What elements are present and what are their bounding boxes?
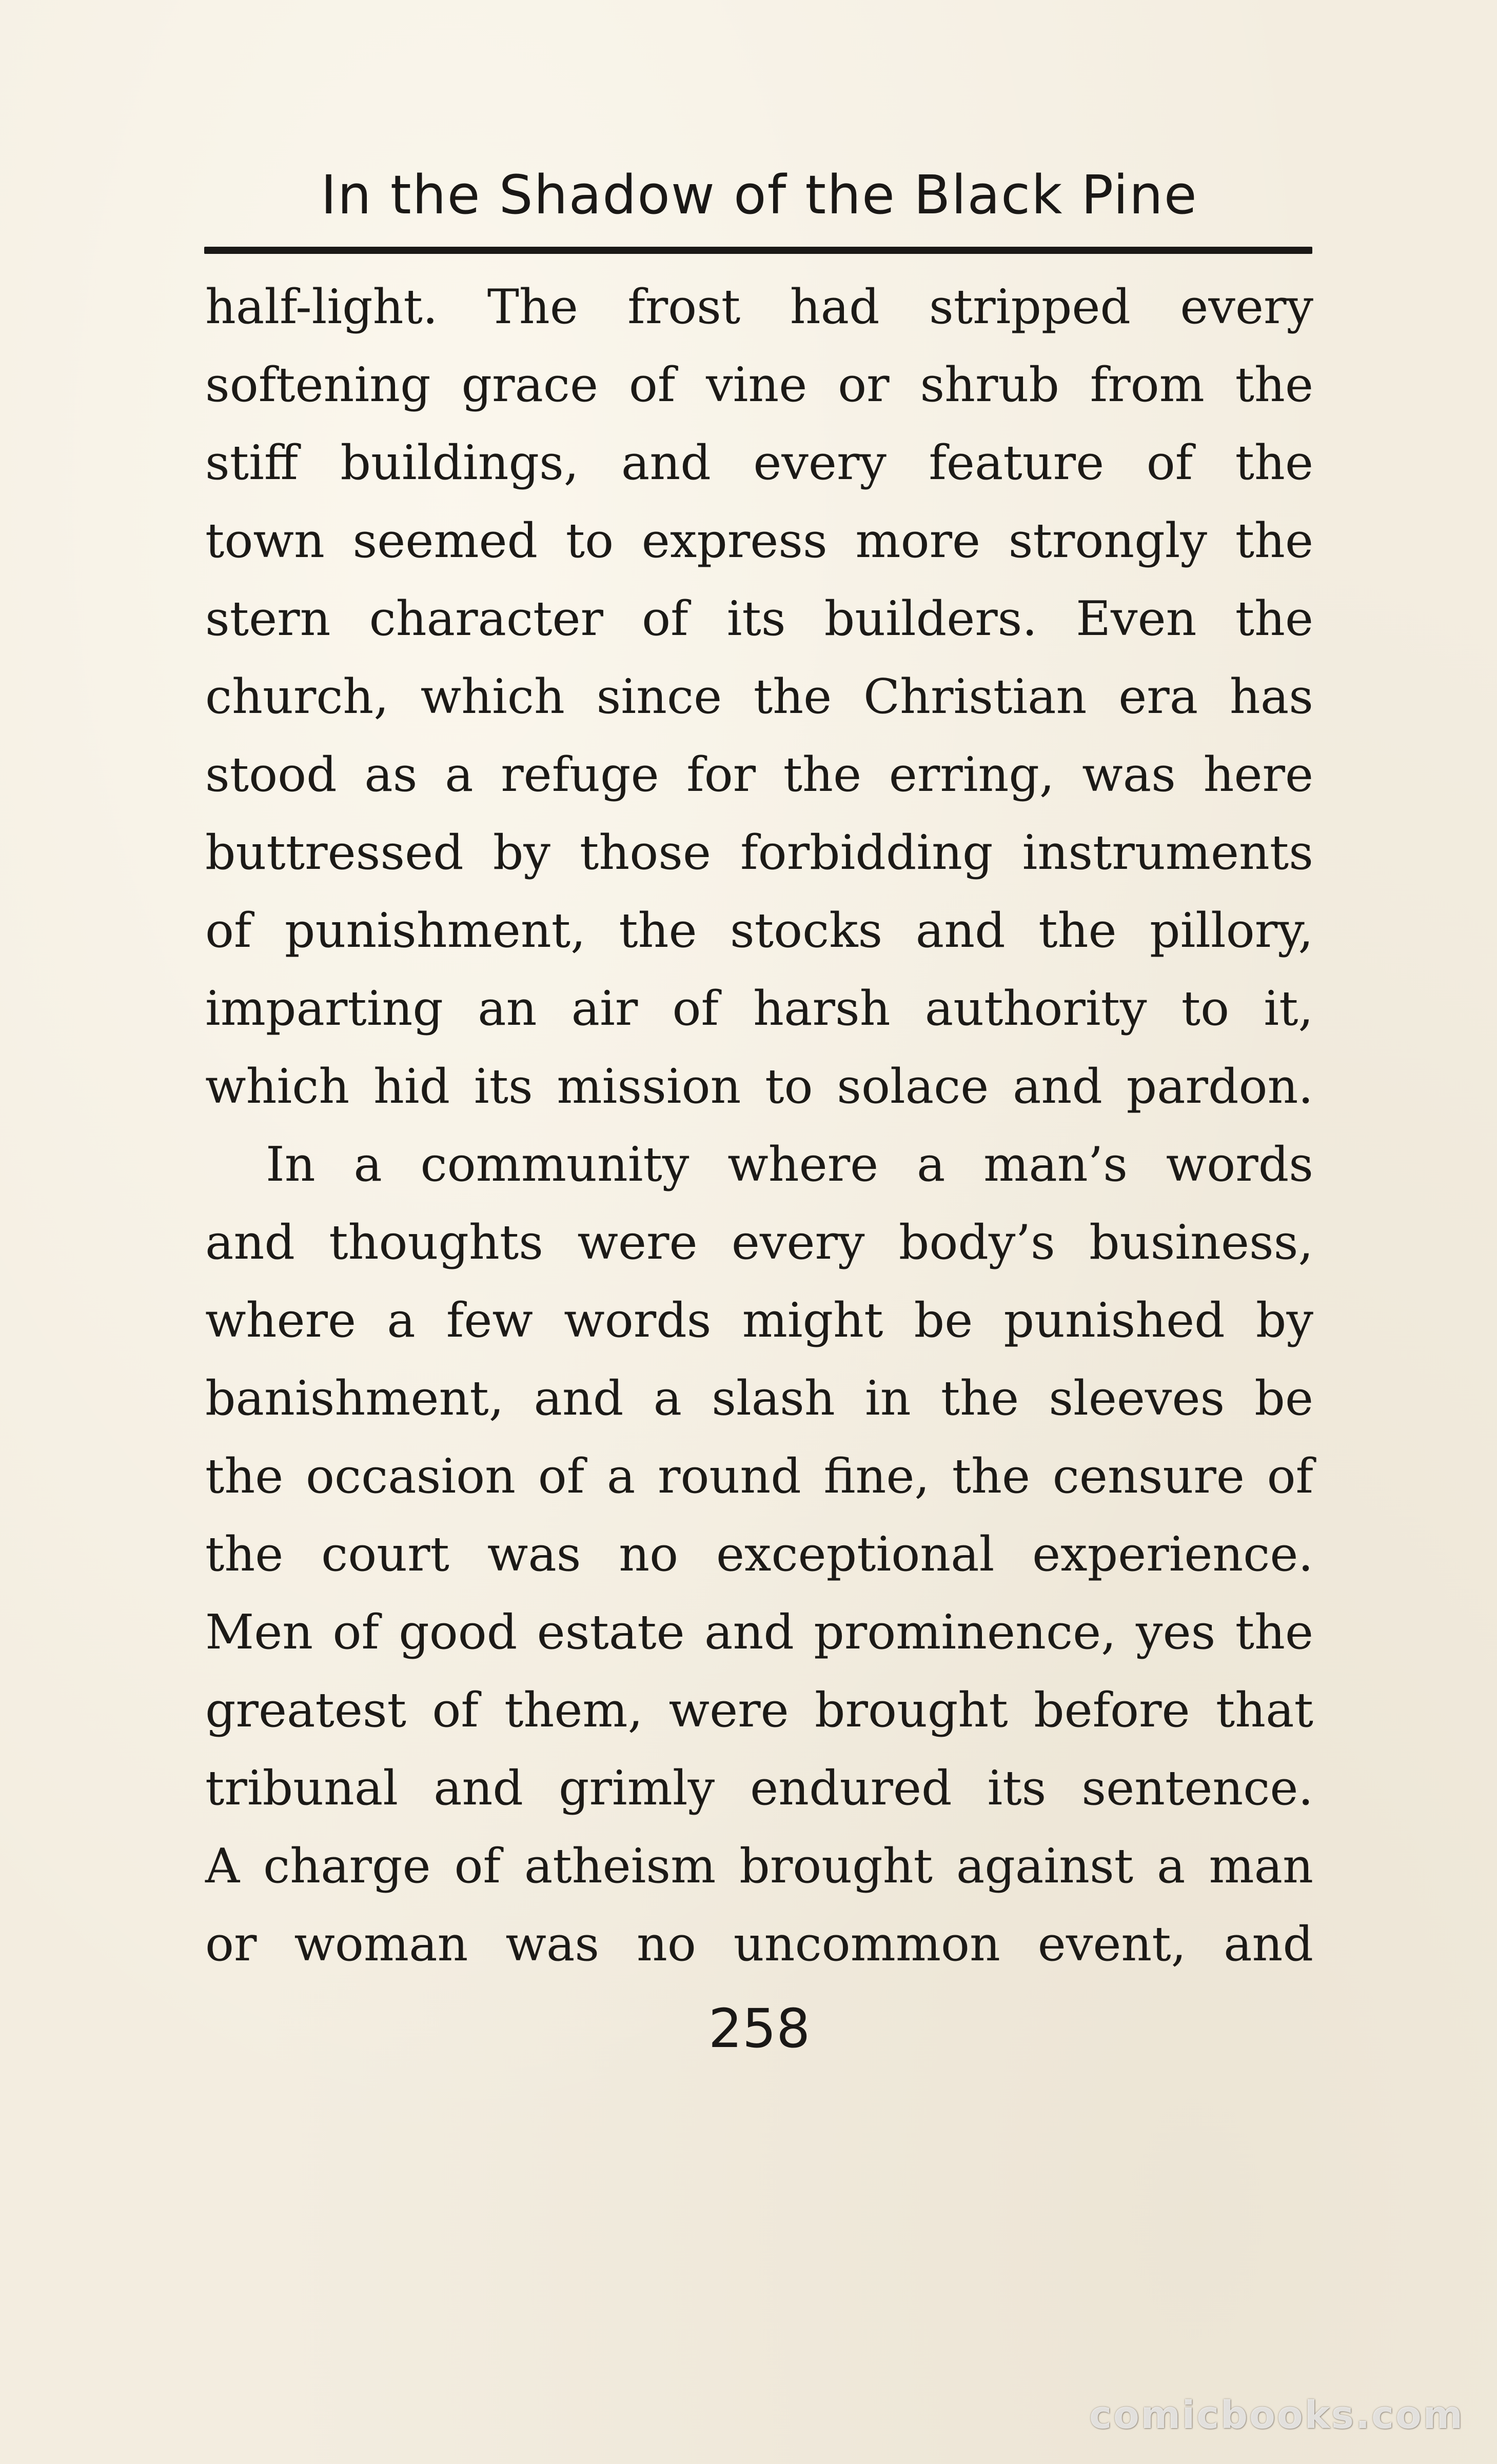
text-line: tribunal and grimly endured its sentence. <box>205 1760 1313 1816</box>
text-line: greatest of them, were brought before that <box>205 1682 1313 1738</box>
text-line: Men of good estate and prominence, yes the <box>205 1604 1313 1660</box>
text-line: or woman was no uncommon event, and <box>205 1916 1313 1972</box>
text-line: church, which since the Christian era has <box>205 669 1313 724</box>
text-line: and thoughts were every body’s business, <box>205 1215 1313 1270</box>
text-line: half-light. The frost had stripped every <box>205 279 1313 334</box>
text-line: town seemed to express more strongly the <box>205 513 1313 568</box>
text-line: imparting an air of harsh authority to it, <box>205 981 1313 1036</box>
text-line: where a few words might be punished by <box>205 1293 1313 1348</box>
text-line: buttressed by those forbidding instruments <box>205 825 1313 880</box>
text-line: stern character of its builders. Even the <box>205 591 1313 646</box>
text-line: softening grace of vine or shrub from the <box>205 357 1313 412</box>
text-line: banishment, and a slash in the sleeves be <box>205 1370 1313 1426</box>
running-head: In the Shadow of the Black Pine <box>321 164 1198 226</box>
watermark-logo: comicbooks.com <box>1089 2393 1464 2437</box>
text-line: the occasion of a round fine, the censure of <box>205 1448 1313 1504</box>
page-number: 258 <box>708 1997 811 2060</box>
text-line: stiff buildings, and every feature of the <box>205 435 1313 490</box>
text-line: the court was no exceptional experience. <box>205 1526 1313 1582</box>
header-rule <box>204 247 1312 254</box>
text-line: stood as a refuge for the erring, was here <box>205 747 1313 802</box>
text-line: A charge of atheism brought against a man <box>205 1838 1313 1894</box>
text-line: which hid its mission to solace and pardon. <box>205 1059 1313 1114</box>
paragraph-start-line: In a community where a man’s words <box>266 1137 1313 1192</box>
body-text <box>205 268 1313 1983</box>
text-line: of punishment, the stocks and the pillory, <box>205 903 1313 958</box>
